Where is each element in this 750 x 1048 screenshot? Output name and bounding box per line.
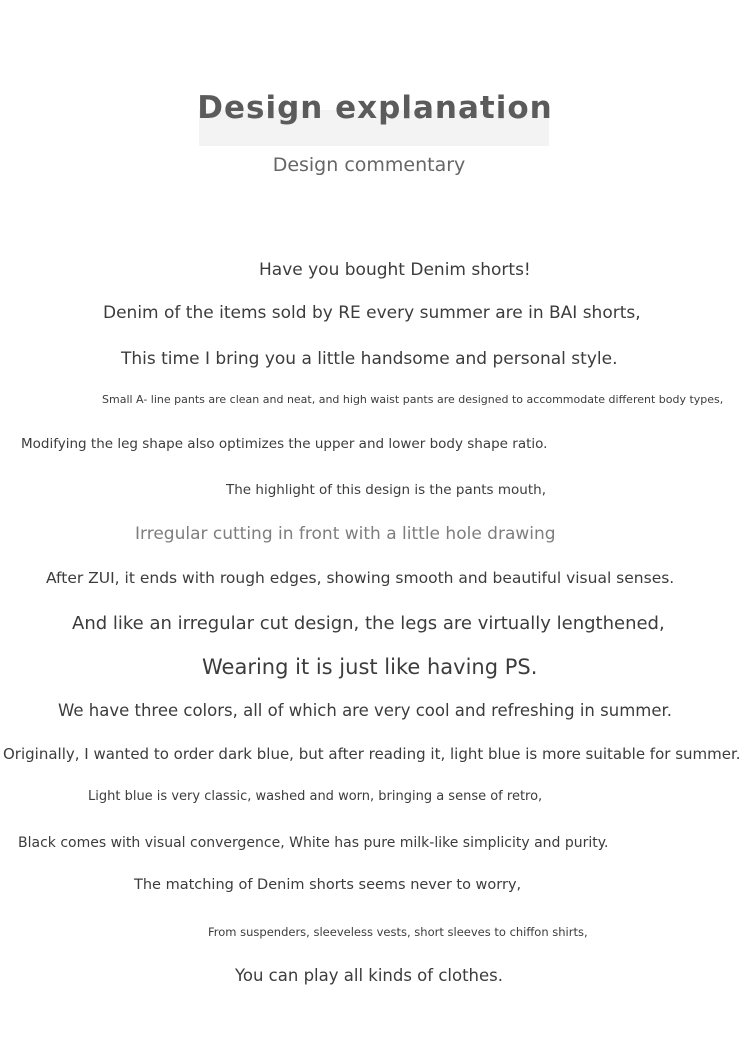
text-line-7: Irregular cutting in front with a little hole drawing xyxy=(135,524,556,544)
text-line-9: And like an irregular cut design, the legs are virtually lengthened, xyxy=(72,613,665,634)
text-line-6: The highlight of this design is the pants mouth, xyxy=(226,482,546,498)
text-line-16: From suspenders, sleeveless vests, short sleeves to chiffon shirts, xyxy=(208,925,588,939)
text-line-14: Black comes with visual convergence, White has pure milk-like simplicity and purity. xyxy=(18,835,609,851)
text-line-2: Denim of the items sold by RE every summer are in BAI shorts, xyxy=(103,303,641,323)
text-line-3: This time I bring you a little handsome and personal style. xyxy=(121,349,618,369)
page-title: Design explanation xyxy=(197,90,553,126)
text-line-13: Light blue is very classic, washed and worn, bringing a sense of retro, xyxy=(88,789,543,804)
text-line-11: We have three colors, all of which are very cool and refreshing in summer. xyxy=(58,701,673,720)
text-line-8: After ZUI, it ends with rough edges, showing smooth and beautiful visual senses. xyxy=(46,569,675,587)
text-line-10: Wearing it is just like having PS. xyxy=(202,655,538,679)
text-line-17: You can play all kinds of clothes. xyxy=(235,966,504,985)
text-line-5: Modifying the leg shape also optimizes the upper and lower body shape ratio. xyxy=(21,436,548,452)
page-subtitle: Design commentary xyxy=(272,154,466,176)
text-line-15: The matching of Denim shorts seems never to worry, xyxy=(134,877,522,893)
text-line-4: Small A- line pants are clean and neat, and high waist pants are designed to accommodate different body types, xyxy=(102,393,724,406)
text-line-1: Have you bought Denim shorts! xyxy=(259,260,531,280)
text-line-12: Originally, I wanted to order dark blue, but after reading it, light blue is more suitable for summer. xyxy=(3,745,741,763)
